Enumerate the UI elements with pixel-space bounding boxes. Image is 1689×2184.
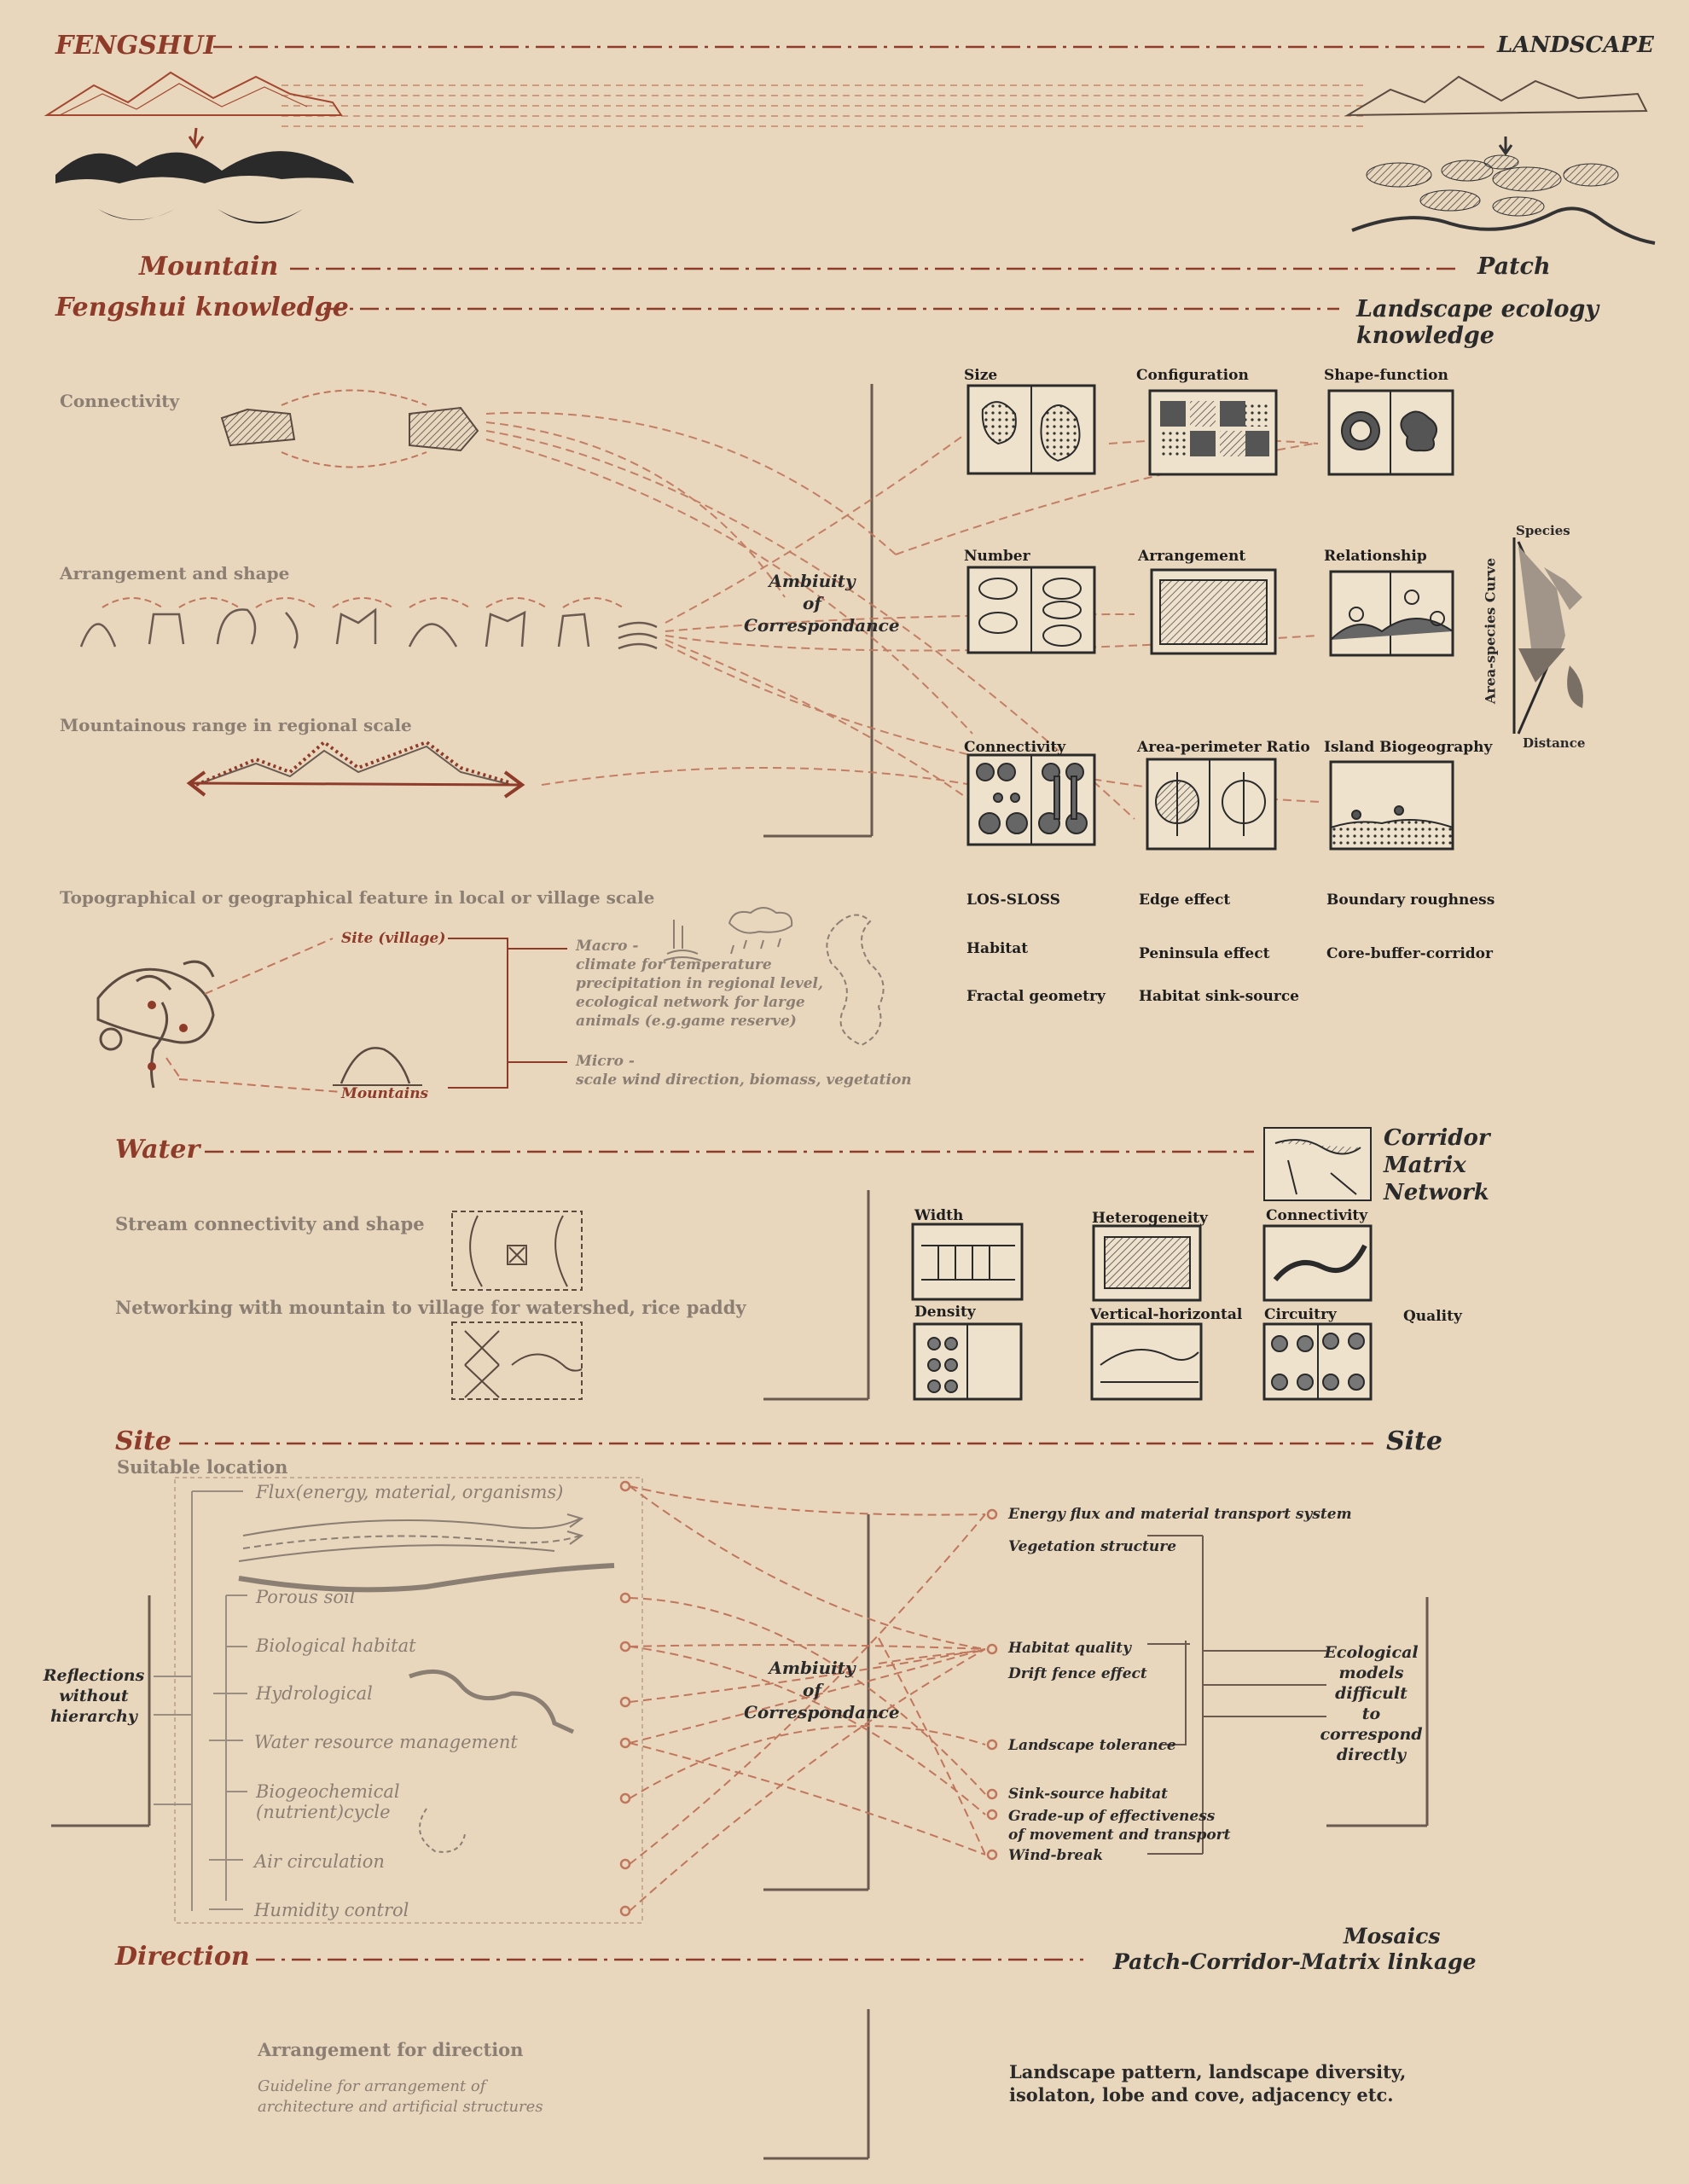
village-site-sketch (98, 961, 422, 1088)
water-title: Water (115, 1135, 200, 1165)
site-left-dots (621, 1482, 630, 1915)
term-core-buffer-corridor: Core-buffer-corridor (1326, 945, 1493, 962)
suitable-location-label: Suitable location (117, 1456, 288, 1478)
ecological-models-label: Ecological models difficult to correspond directly (1320, 1643, 1423, 1764)
term-habitat: Habitat (966, 940, 1029, 957)
stream-label: Stream connectivity and shape (115, 1213, 425, 1234)
site-item-humidity-control: Humidity control (254, 1900, 409, 1920)
site-item-biological-habitat: Biological habitat (256, 1635, 416, 1656)
box-water-connectivity-label: Connectivity (1266, 1207, 1368, 1224)
term-edge-effect: Edge effect (1139, 892, 1231, 909)
topographical-label: Topographical or geographical feature in local or village scale (60, 887, 655, 908)
ambiguity-label-site: Ambiuity of Correspondance (744, 1658, 900, 1722)
site-item-hydrological: Hydrological (256, 1683, 373, 1704)
box-area-perimeter-label: Area-perimeter Ratio (1137, 739, 1310, 756)
mountainous-label: Mountainous range in regional scale (60, 715, 412, 735)
box-circuitry-label: Circuitry (1264, 1306, 1337, 1323)
direction-center-bracket (763, 2009, 868, 2158)
area-species-curve-label: Area-species Curve (1482, 557, 1499, 705)
right-item-habitat-quality: Habitat quality (1008, 1640, 1131, 1657)
box-width-label: Width (914, 1207, 964, 1224)
guideline-text: Guideline for arrangement of architecture and artificial structures (258, 2077, 543, 2116)
landscape-knowledge-label: Landscape ecology knowledge (1356, 296, 1599, 349)
arrangement-label: Arrangement and shape (60, 563, 290, 584)
site-title-right: Site (1386, 1426, 1443, 1456)
site-village-label: Site (village) (341, 930, 446, 947)
landscape-pattern-text: Landscape pattern, landscape diversity, isolaton, lobe and cove, adjacency etc. (1009, 2061, 1407, 2106)
horizon-lines (282, 85, 1365, 126)
term-habitat-sink-source: Habitat sink-source (1139, 988, 1299, 1005)
ambiguity-label-mountain: Ambiuity of Correspondance (744, 571, 900, 636)
fengshui-title: FENGSHUI (55, 31, 216, 61)
mountains-small-label: Mountains (341, 1085, 429, 1102)
site-item-biogeochemical: Biogeochemical (nutrient)cycle (256, 1781, 400, 1822)
corridor-matrix-sketch (1264, 1128, 1371, 1200)
connectivity-arcs (282, 391, 427, 468)
water-center-bracket (763, 1190, 868, 1399)
macro-text: Macro - climate for temperature precipitation in regional level, ecological network for large animals (e.g.game reserve) (576, 938, 823, 1030)
site-title-left: Site (115, 1426, 172, 1456)
macro-micro-bracket (448, 938, 567, 1088)
connectivity-label: Connectivity (60, 391, 180, 411)
mountain-range-sketch (189, 742, 522, 797)
site-item-porous-soil: Porous soil (256, 1587, 356, 1607)
networking-label: Networking with mountain to village for watershed, rice paddy (115, 1297, 746, 1318)
right-item-vegetation: Vegetation structure (1008, 1538, 1177, 1555)
box-island-biogeography-label: Island Biogeography (1324, 739, 1493, 756)
reflections-label: Reflections without hierarchy (43, 1666, 145, 1726)
term-fractal-geometry: Fractal geometry (966, 988, 1106, 1005)
box-density-label: Density (914, 1304, 976, 1321)
box-arrangement-label: Arrangement (1138, 548, 1246, 565)
site-item-air-circulation: Air circulation (254, 1851, 385, 1872)
area-species-curve (1514, 537, 1583, 734)
box-size-label: Size (964, 367, 998, 384)
box-vertical-horizontal-label: Vertical-horizontal (1090, 1306, 1243, 1323)
corridor-matrix-network-label: Corridor Matrix Network (1384, 1125, 1490, 1205)
arrangement-shapes-sketch (81, 610, 657, 649)
quality-label: Quality (1403, 1308, 1462, 1325)
right-item-landscape-tolerance: Landscape tolerance (1008, 1737, 1176, 1754)
connectivity-sketch (222, 408, 478, 450)
mosaics-label: Mosaics (1344, 1924, 1441, 1949)
landscape-patch-sketch (1348, 77, 1655, 243)
landscape-title: LANDSCAPE (1497, 32, 1654, 58)
right-item-drift-fence: Drift fence effect (1008, 1665, 1147, 1682)
direction-title: Direction (115, 1942, 250, 1972)
box-connectivity-label: Connectivity (964, 739, 1066, 756)
right-item-grade-up: Grade-up of effectiveness of movement and transport (1008, 1808, 1231, 1844)
site-tree-lines (154, 1491, 247, 1911)
site-item-water-resource: Water resource management (254, 1732, 518, 1752)
mountain-label: Mountain (139, 252, 279, 282)
right-item-sink-source: Sink-source habitat (1008, 1786, 1168, 1803)
site-left-frame (175, 1478, 642, 1923)
right-item-wind-break: Wind-break (1008, 1847, 1104, 1864)
site-right-dots (988, 1510, 996, 1859)
box-configuration-label: Configuration (1136, 367, 1249, 384)
arrangement-direction-label: Arrangement for direction (258, 2039, 524, 2060)
term-boundary-roughness: Boundary roughness (1326, 892, 1495, 909)
box-relationship-label: Relationship (1324, 548, 1427, 565)
right-item-energy-flux: Energy flux and material transport system (1008, 1506, 1352, 1523)
pcm-linkage-label: Patch-Corridor-Matrix linkage (1113, 1949, 1477, 1974)
term-los-sloss: LOS-SLOSS (966, 892, 1060, 909)
box-shape-function-label: Shape-function (1324, 367, 1448, 384)
box-heterogeneity-label: Heterogeneity (1092, 1210, 1208, 1227)
term-peninsula-effect: Peninsula effect (1139, 945, 1270, 962)
site-item-flux: Flux(energy, material, organisms) (256, 1482, 564, 1502)
fengshui-knowledge-label: Fengshui knowledge (55, 293, 349, 322)
box-number-label: Number (964, 548, 1030, 565)
patch-label: Patch (1477, 253, 1551, 280)
distance-label: Distance (1523, 735, 1586, 751)
micro-text: Micro - scale wind direction, biomass, vegetation (576, 1053, 912, 1089)
species-label: Species (1516, 523, 1570, 538)
arrangement-arcs (102, 598, 623, 607)
